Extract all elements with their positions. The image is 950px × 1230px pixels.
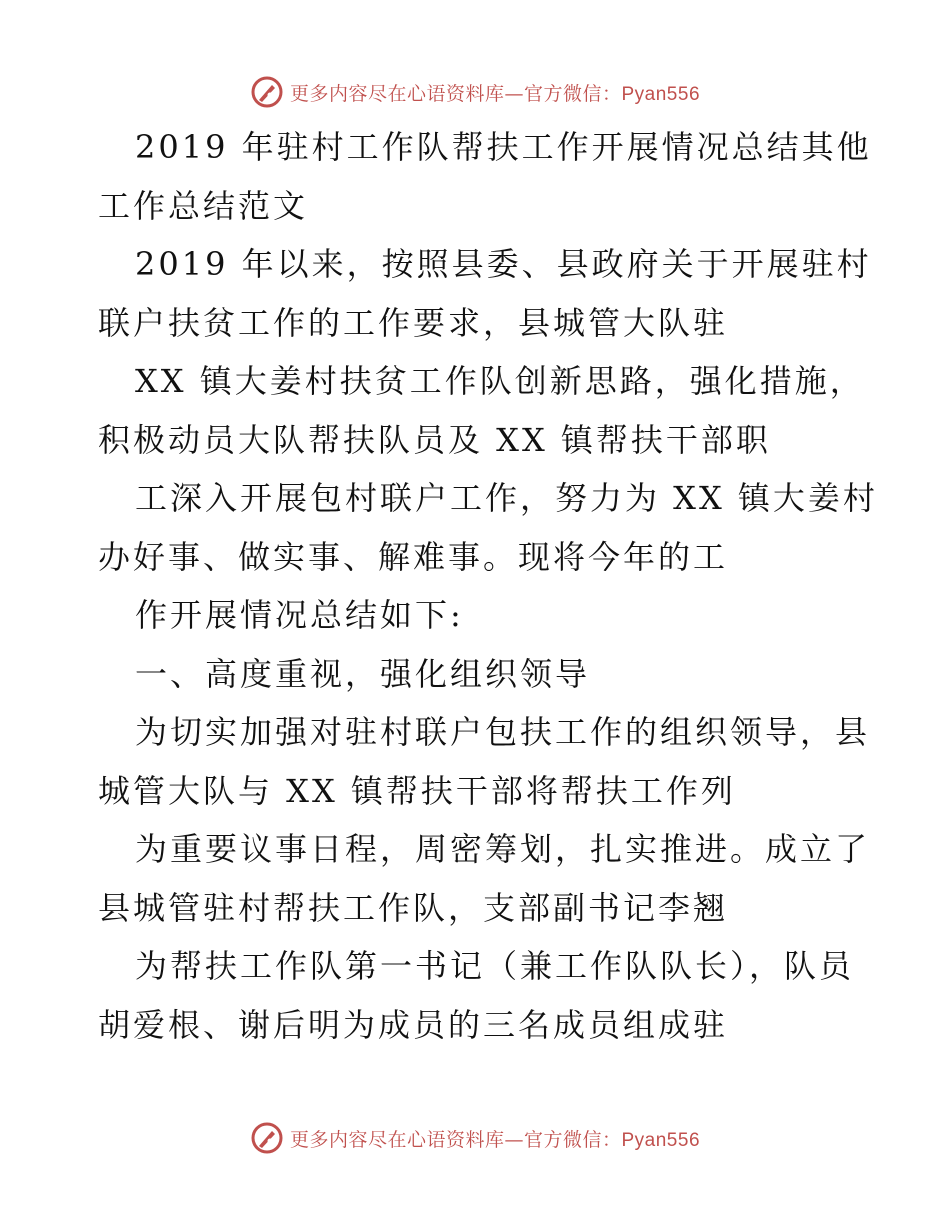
- body-line: 工深入开展包村联户工作，努力为 XX 镇大姜村: [135, 479, 878, 517]
- watermark-label: 更多内容尽在心语资料库—官方微信：: [289, 82, 622, 105]
- pen-logo-icon: [250, 75, 284, 109]
- title-line-1: 2019 年驻村工作队帮扶工作开展情况总结其他: [135, 128, 872, 166]
- header-watermark: [0, 72, 950, 112]
- body-line: 胡爱根、谢后明为成员的三名成员组成驻: [98, 1005, 729, 1044]
- watermark-text: [290, 1125, 700, 1152]
- document-body: [0, 118, 950, 1054]
- watermark-wechat-id: Pyan556: [621, 1129, 701, 1151]
- watermark-wechat-id: Pyan556: [621, 83, 701, 105]
- body-line: 为重要议事日程，周密筹划，扎实推进。成立了: [135, 830, 871, 868]
- body-line: 为帮扶工作队第一书记（兼工作队队长），队员: [135, 947, 855, 985]
- watermark-label: 更多内容尽在心语资料库—官方微信：: [289, 1128, 622, 1151]
- body-line: 联户扶贫工作的工作要求，县城管大队驻: [98, 303, 729, 342]
- body-line: 为切实加强对驻村联户包扶工作的组织领导，县: [135, 713, 871, 751]
- body-line: XX 镇大姜村扶贫工作队创新思路，强化措施，: [135, 362, 865, 400]
- watermark-text: [290, 79, 700, 106]
- body-line: 积极动员大队帮扶队员及 XX 镇帮扶干部职: [98, 420, 771, 459]
- section-heading: 一、高度重视，强化组织领导: [135, 654, 591, 693]
- body-line: 县城管驻村帮扶工作队，支部副书记李翘: [98, 888, 729, 927]
- body-line: 2019 年以来，按照县委、县政府关于开展驻村: [135, 245, 872, 283]
- title-line-2: 工作总结范文: [98, 186, 309, 225]
- footer-watermark: [0, 1118, 950, 1158]
- body-line: 办好事、做实事、解难事。现将今年的工: [98, 537, 729, 576]
- pen-logo-icon: [250, 1121, 284, 1155]
- body-line: 作开展情况总结如下:: [135, 596, 464, 634]
- body-line: 城管大队与 XX 镇帮扶干部将帮扶工作列: [98, 771, 736, 810]
